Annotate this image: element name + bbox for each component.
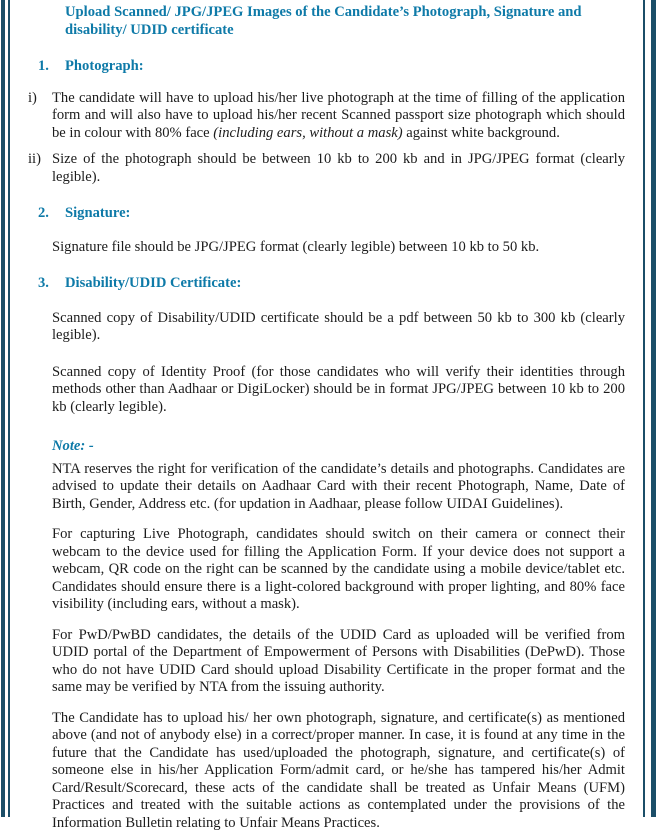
photograph-item-ii-marker: ii)	[28, 151, 52, 186]
section-2-title: Signature:	[65, 205, 625, 223]
certificate-paragraph-2: Scanned copy of Identity Proof (for those candidates who will verify their identities through methods other than Aadhaar or DigiLocker) should be in format JPG/JPEG between 10 kb to 200 kb (clearly legible).	[52, 364, 625, 417]
section-1-title: Photograph:	[65, 58, 625, 76]
section-3-number: 3.	[38, 275, 65, 293]
section-1-number: 1.	[38, 58, 65, 76]
photograph-item-i-text-before: The candidate will have to upload his/her live photograph at the time of filling of the application form and will also have to upload his/her recent Scanned passport size photograph which should be in colour with 80% face	[52, 90, 625, 141]
signature-paragraph: Signature file should be JPG/JPEG format (clearly legible) between 10 kb to 50 kb.	[52, 239, 625, 257]
photograph-item-i	[28, 90, 625, 143]
note-paragraph-1: NTA reserves the right for verification of the candidate’s details and photographs. Candidates are advised to update their details on Aadhaar Card with their recent Photograph, Name, Date of Birth, Gender, Address etc. (for updation in Aadhaar, please follow UIDAI Guidelines).	[52, 461, 625, 514]
note-paragraph-4: The Candidate has to upload his/ her own photograph, signature, and certificate(s) as mentioned above (and not of anybody else) in a correct/proper manner. In case, it is found at any time in the future that the Candidate has used/uploaded the photograph, signature, and certificate(s) of someone else in his/her Application Form/admit card, or he/she has tampered his/her Admit Card/Result/Scorecard, these acts of the candidate shall be treated as Unfair Means (UFM) Practices and treated with the suitable actions as contemplated under the provisions of the Information Bulletin relating to Unfair Means Practices.	[52, 710, 625, 832]
certificate-paragraph-1: Scanned copy of Disability/UDID certificate should be a pdf between 50 kb to 300 kb (clearly legible).	[52, 310, 625, 345]
section-3-title: Disability/UDID Certificate:	[65, 275, 625, 293]
note-paragraph-2: For capturing Live Photograph, candidates should switch on their camera or connect their webcam to the device used for filling the Application Form. If your device does not support a webcam, QR code on the right can be scanned by the candidate using a mobile device/tablet etc. Candidates should ensure there is a light-colored background with proper lighting, and 80% face visibility (including ears, without a mask).	[52, 526, 625, 614]
note-label: Note: -	[52, 438, 625, 456]
photograph-item-i-marker: i)	[28, 90, 52, 143]
note-paragraph-3: For PwD/PwBD candidates, the details of the UDID Card as uploaded will be verified from UDID portal of the Department of Empowerment of Persons with Disabilities (DePwD). Those who do not have UDID Card should upload Disability Certificate in the proper format and the same may be verified by NTA from the issuing authority.	[52, 627, 625, 697]
photograph-item-i-text	[52, 90, 625, 143]
document-heading: Upload Scanned/ JPG/JPEG Images of the Candidate’s Photograph, Signature and disability/ UDID certificate	[65, 4, 625, 39]
photograph-item-i-text-italic: (including ears, without a mask)	[213, 125, 402, 141]
photograph-item-i-text-after: against white background.	[403, 125, 560, 141]
section-3-disability-udid-certificate	[38, 275, 625, 293]
section-2-signature	[38, 205, 625, 223]
section-1-photograph	[38, 58, 625, 76]
photograph-item-ii	[28, 151, 625, 186]
photograph-item-ii-text: Size of the photograph should be between 10 kb to 200 kb and in JPG/JPEG format (clearly legible).	[52, 151, 625, 186]
section-2-number: 2.	[38, 205, 65, 223]
